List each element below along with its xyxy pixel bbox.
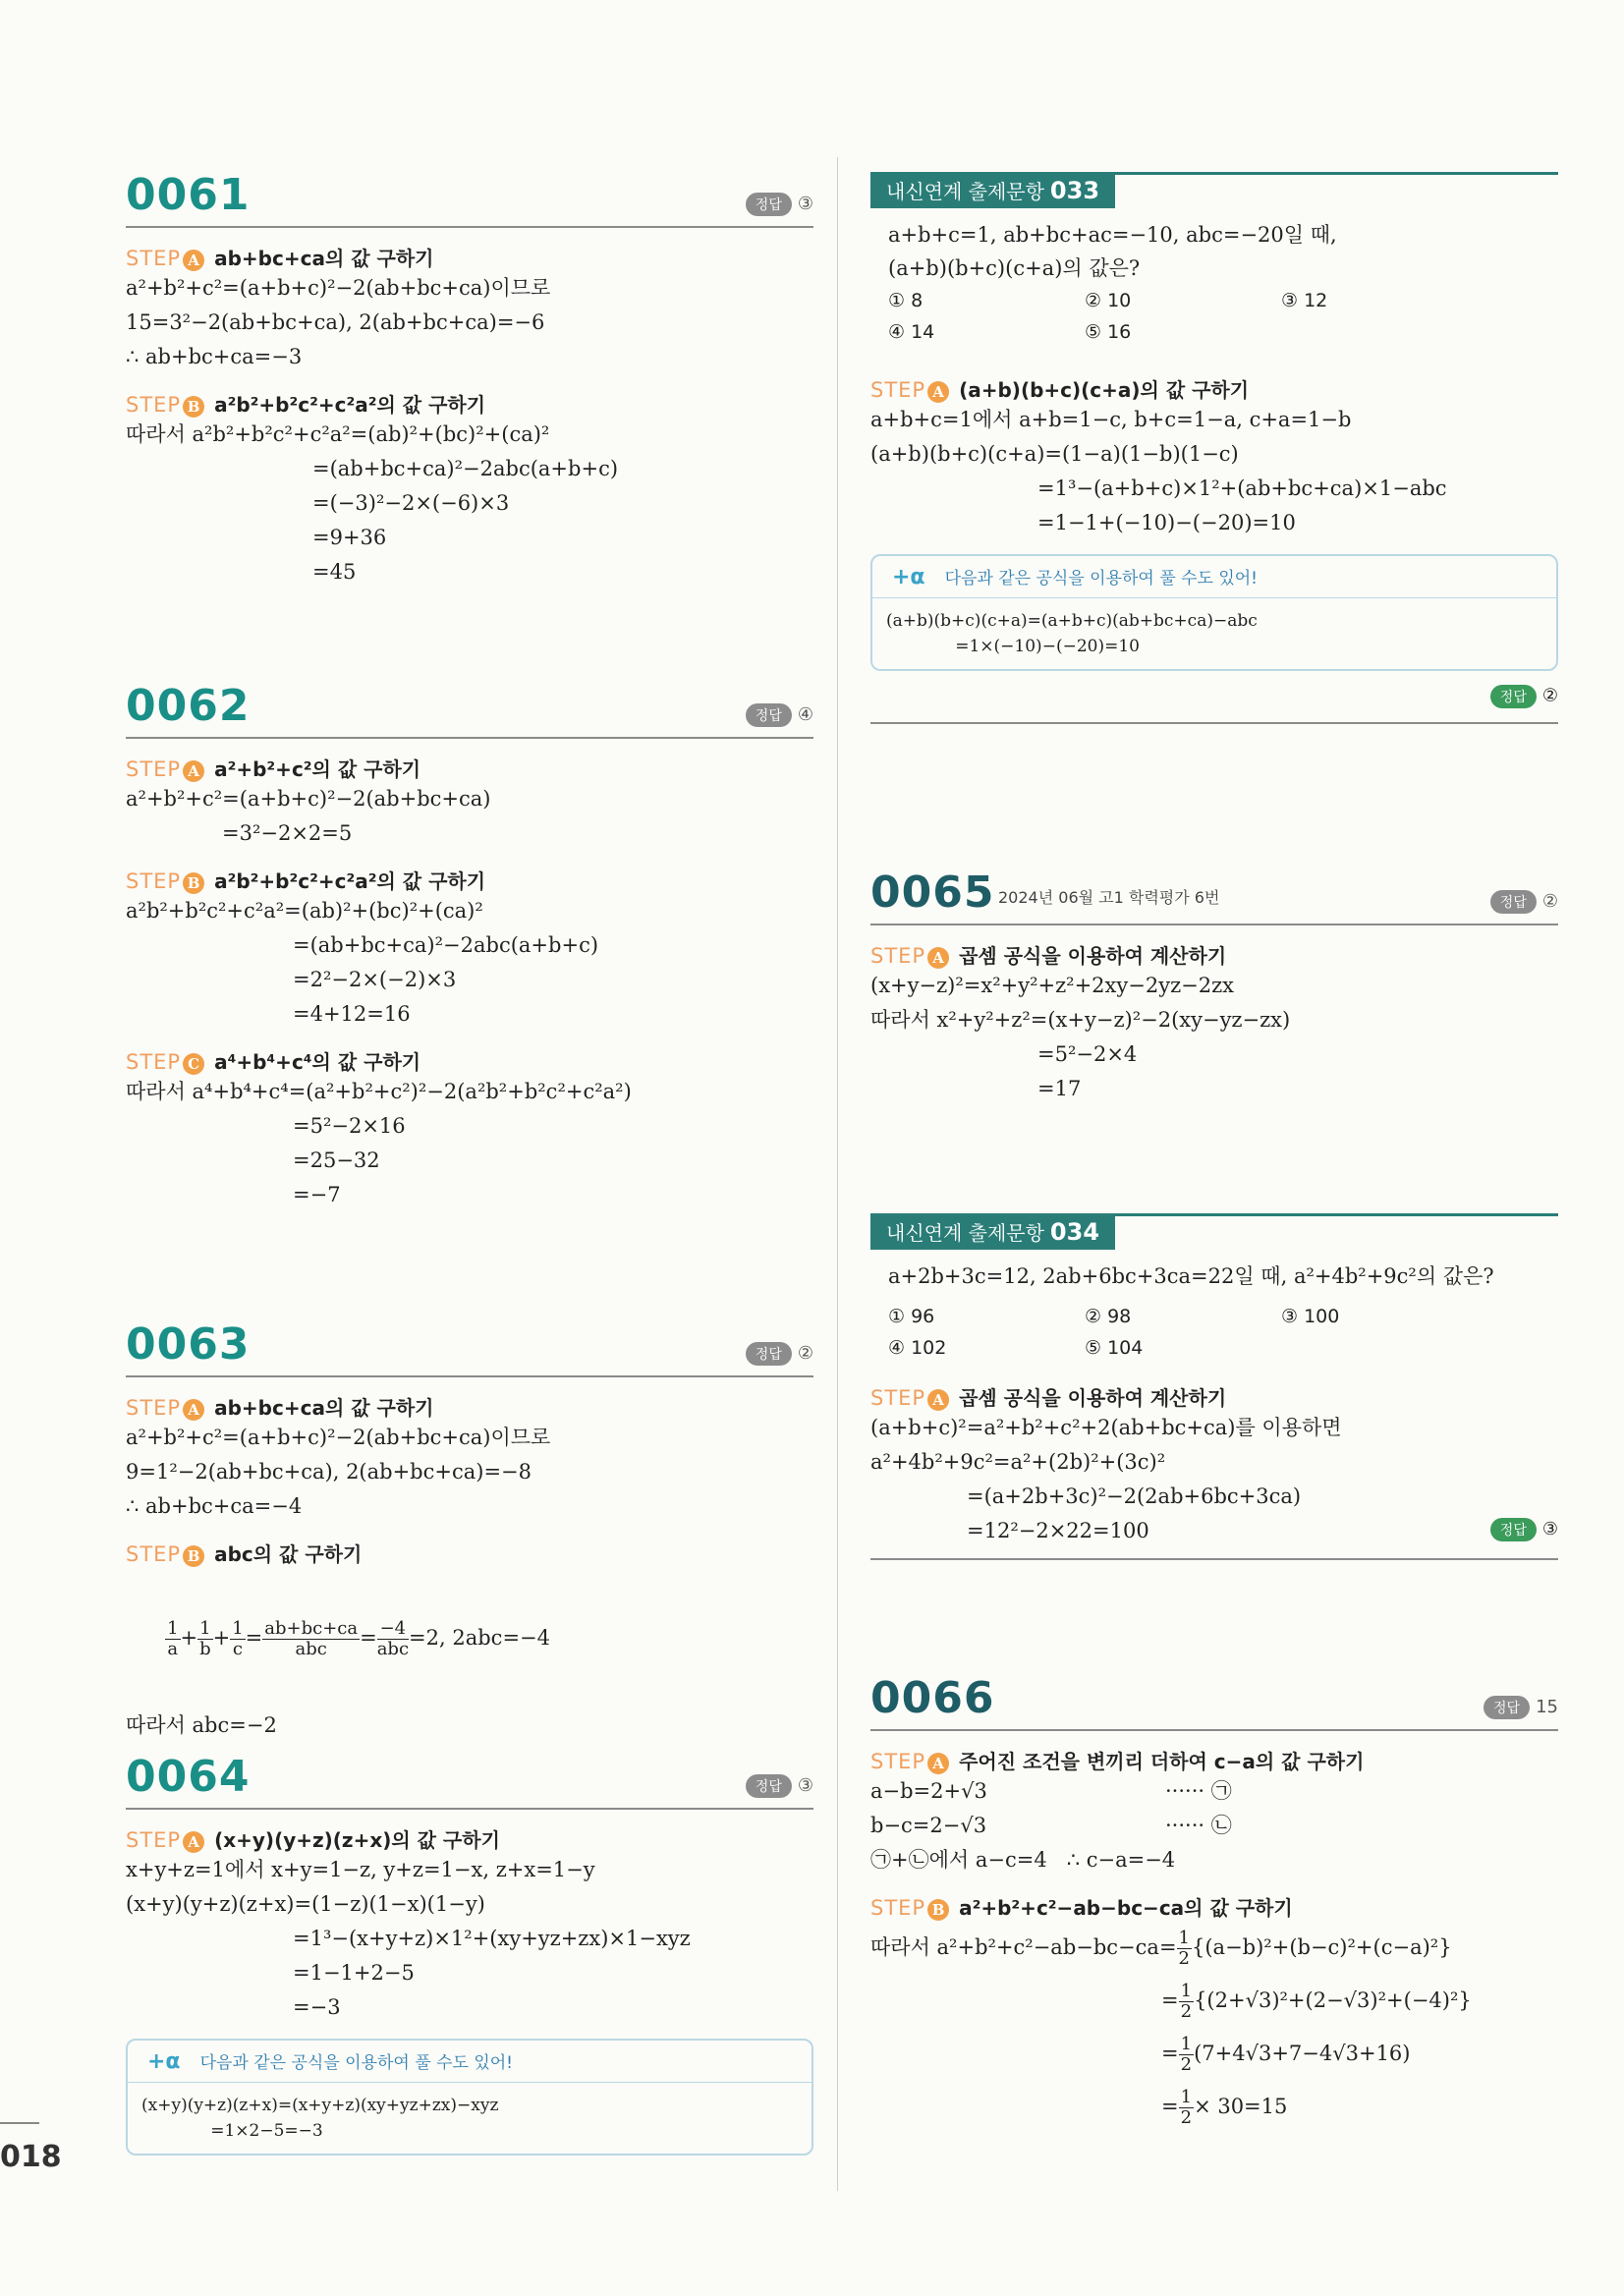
plus-line: =1×(−10)−(−20)=10: [886, 637, 1140, 656]
question-line: a+2b+3c=12, 2ab+6bc+3ca=22일 때, a²+4b²+9c²의 값은?: [888, 1264, 1494, 1288]
plus-alpha-header: [872, 556, 1556, 598]
solution-line: =(a+2b+3c)²−2(2ab+6bc+3ca): [967, 1484, 1302, 1508]
question-text: [870, 208, 1558, 285]
answer-value: ③: [797, 194, 813, 214]
equation: b−c=2−√3: [870, 1814, 987, 1837]
solution-line: a²+4b²+9c²=a²+(2b)²+(3c)²: [870, 1450, 1166, 1474]
problem-number: 0061: [126, 170, 251, 220]
solution-line: a+b+c=1에서 a+b=1−c, b+c=1−a, c+a=1−b: [870, 408, 1352, 431]
step-title: 곱셈 공식을 이용하여 계산하기: [959, 1386, 1227, 1410]
solution-line: =12²−2×22=100: [967, 1519, 1149, 1542]
step-title: a²+b²+c²−ab−bc−ca의 값 구하기: [959, 1896, 1293, 1920]
solution-line: =1−1+2−5: [293, 1961, 415, 1985]
solution-line: (x+y)(y+z)(z+x)=(1−z)(1−x)(1−y): [126, 1892, 485, 1916]
answer-badge: 정답: [1490, 890, 1537, 914]
solution-line: =−3: [293, 1995, 341, 2019]
solution-line: =9+36: [312, 526, 387, 549]
problem-0066: [870, 1660, 1558, 2133]
step-letter: A: [927, 381, 949, 403]
plus-alpha-icon: +α: [147, 2049, 181, 2074]
answer: [1490, 890, 1558, 914]
problem-number: 0066: [870, 1673, 995, 1723]
step-a: [126, 246, 813, 271]
problem-0061: [126, 157, 813, 589]
step-a: [126, 756, 813, 782]
solution-line: [870, 1774, 1558, 1809]
step-title: ab+bc+ca의 값 구하기: [214, 1396, 434, 1420]
solution-line: 따라서 a²b²+b²c²+c²a²=(ab)²+(bc)²+(ca)²: [126, 422, 550, 446]
solution-line: ∴ ab+bc+ca=−4: [126, 1494, 303, 1518]
answer-badge: 정답: [746, 703, 792, 727]
linked-tag-label: 내신연계: [886, 1221, 963, 1245]
choice: ⑤ 104: [1085, 1337, 1144, 1359]
step-title: a²b²+b²c²+c²a²의 값 구하기: [214, 393, 486, 417]
step-tag: STEP: [126, 1828, 182, 1852]
step-tag: STEP: [870, 1896, 926, 1920]
problem-source: 2024년 06월 고1 학력평가 6번: [998, 888, 1220, 907]
solution-line: =5²−2×4: [1037, 1042, 1138, 1066]
answer: [1484, 1696, 1558, 1719]
denominator: 2: [1178, 1948, 1190, 1969]
equation: {(a−b)²+(b−c)²+(c−a)²}: [1192, 1935, 1452, 1959]
question-line: (a+b)(b+c)(c+a)의 값은?: [888, 256, 1141, 280]
linked-number: 033: [1049, 177, 1100, 204]
fraction: [1177, 1929, 1192, 1969]
question-text: [870, 1250, 1558, 1293]
numerator: 1: [199, 1618, 211, 1639]
step-title: (x+y)(y+z)(z+x)의 값 구하기: [214, 1828, 500, 1852]
solution-line: [870, 1921, 1558, 1974]
choice: ④ 14: [888, 321, 935, 343]
step-b: [126, 868, 813, 894]
answer-value: ②: [797, 1343, 813, 1364]
denominator: abc: [376, 1639, 410, 1659]
plus-alpha-header: [128, 2041, 812, 2083]
denominator: a: [167, 1639, 179, 1659]
numerator: ab+bc+ca: [264, 1618, 359, 1639]
numerator: 1: [232, 1618, 244, 1639]
step-letter: A: [927, 1389, 949, 1411]
solution-line: =25−32: [293, 1148, 380, 1172]
solution-line: =1³−(x+y+z)×1²+(xy+yz+zx)×1−xyz: [293, 1927, 691, 1950]
choice: ① 8: [888, 290, 924, 311]
solution-line: = $\frac{1}{2}$ {(2+√3)²+(2−√3)²+(−4)²}: [1161, 1981, 1472, 2022]
step-letter: A: [183, 1831, 204, 1853]
operator: =: [360, 1626, 377, 1650]
answer: [746, 193, 813, 216]
denominator: c: [232, 1639, 243, 1659]
numerator: 1: [1180, 2034, 1193, 2054]
plus-alpha-body: [128, 2083, 812, 2154]
fraction: [377, 1619, 409, 1659]
step-letter: A: [183, 760, 204, 782]
solution-line: =17: [1037, 1077, 1082, 1100]
step-tag: STEP: [126, 1396, 182, 1420]
solution-line: a²+b²+c²=(a+b+c)²−2(ab+bc+ca): [126, 787, 491, 811]
problem-0065: [870, 855, 1558, 1106]
solution-line: 따라서 x²+y²+z²=(x+y−z)²−2(xy−yz−zx): [870, 1008, 1291, 1032]
problem-header: [870, 855, 1558, 925]
equation: a−b=2+√3: [870, 1779, 987, 1803]
question-line: a+b+c=1, ab+bc+ac=−10, abc=−20일 때,: [888, 223, 1337, 247]
problem-0063: [126, 1307, 813, 1743]
answer-value: ②: [1541, 685, 1558, 706]
operator: +: [180, 1626, 198, 1650]
step-title: a²b²+b²c²+c²a²의 값 구하기: [214, 869, 486, 893]
fraction: [1179, 2035, 1194, 2075]
choices: [870, 1301, 1558, 1364]
step-tag: STEP: [126, 1542, 182, 1566]
step-letter: B: [183, 1545, 204, 1567]
answer: [746, 1342, 813, 1366]
problem-header: [126, 157, 813, 228]
answer-badge: 정답: [746, 193, 792, 216]
solution-line: =1³−(a+b+c)×1²+(ab+bc+ca)×1−abc: [1037, 476, 1447, 500]
equation-mark: ······ ㉡: [1165, 1814, 1232, 1837]
choice: ③ 100: [1281, 1306, 1340, 1327]
step-tag: STEP: [870, 944, 926, 968]
fraction: [230, 1619, 245, 1659]
problem-header: [126, 668, 813, 739]
step-a: [126, 1827, 813, 1853]
solution-line: =4+12=16: [293, 1002, 411, 1026]
step-tag: STEP: [126, 869, 182, 893]
solution-line: a²+b²+c²=(a+b+c)²−2(ab+bc+ca)이므로: [126, 276, 551, 300]
answer-value: ③: [1541, 1519, 1558, 1540]
numerator: 1: [167, 1618, 179, 1639]
plus-alpha-icon: +α: [892, 565, 925, 589]
solution-line: =45: [312, 560, 357, 584]
problem-number: 0064: [126, 1752, 251, 1802]
solution-line: =(ab+bc+ca)²−2abc(a+b+c): [312, 457, 619, 480]
step-b: [870, 1895, 1558, 1921]
step-title: 곱셈 공식을 이용하여 계산하기: [959, 944, 1227, 968]
solution-line: 따라서 abc=−2: [126, 1713, 277, 1737]
equation: 따라서 a²+b²+c²−ab−bc−ca=: [870, 1935, 1177, 1959]
choice: ④ 102: [888, 1337, 947, 1359]
solution-line: = $\frac{1}{2}$ × 30=15: [1161, 2087, 1288, 2128]
equation-tail: =2, 2abc=−4: [409, 1626, 550, 1650]
denominator: b: [199, 1639, 211, 1659]
step-title: 주어진 조건을 변끼리 더하여 c−a의 값 구하기: [959, 1750, 1365, 1773]
step-tag: STEP: [126, 247, 182, 270]
solution-line: =−7: [293, 1183, 341, 1206]
linked-tag-sub: 출제문항: [968, 180, 1044, 203]
choice: ⑤ 16: [1085, 321, 1132, 343]
answer-badge: 정답: [1490, 685, 1537, 708]
answer-badge: 정답: [746, 1774, 792, 1798]
choices: [870, 285, 1558, 348]
fraction: [1179, 1982, 1194, 2022]
solution-line: =2²−2×(−2)×3: [293, 968, 457, 991]
linked-number: 034: [1049, 1218, 1100, 1246]
answer-value: ②: [1541, 891, 1558, 912]
step-tag: STEP: [870, 1386, 926, 1410]
plus-alpha-body: [872, 598, 1556, 669]
problem-header: [126, 1739, 813, 1810]
plus-line: (x+y)(y+z)(z+x)=(x+y+z)(xy+yz+zx)−xyz: [141, 2096, 499, 2115]
linked-tag-label: 내신연계: [886, 180, 963, 203]
answer: [746, 1774, 813, 1798]
linked-tag: [870, 1213, 1115, 1250]
solution-line: =1−1+(−10)−(−20)=10: [1037, 511, 1296, 534]
step-tag: STEP: [126, 1050, 182, 1074]
solution-line: =(−3)²−2×(−6)×3: [312, 491, 510, 515]
step-letter: A: [183, 1399, 204, 1421]
solution-line: 9=1²−2(ab+bc+ca), 2(ab+bc+ca)=−8: [126, 1460, 532, 1484]
equation: × 30=15: [1194, 2095, 1288, 2118]
divider: [870, 722, 1558, 724]
plus-alpha-box: [870, 554, 1558, 671]
solution-line: a²b²+b²c²+c²a²=(ab)²+(bc)²+(ca)²: [126, 899, 483, 923]
step-tag: STEP: [870, 1750, 926, 1773]
page-number-bar: [0, 2122, 39, 2124]
numerator: 1: [1180, 2087, 1193, 2107]
linked-tag: [870, 172, 1115, 208]
plus-line: (a+b)(b+c)(c+a)=(a+b+c)(ab+bc+ca)−abc: [886, 611, 1258, 631]
step-tag: STEP: [126, 393, 182, 417]
problem-number: 0063: [126, 1319, 251, 1370]
solution-line: (a+b)(b+c)(c+a)=(1−a)(1−b)(1−c): [870, 442, 1239, 466]
choice: ① 96: [888, 1306, 935, 1327]
step-a: [870, 377, 1558, 403]
column-divider: [837, 157, 838, 2191]
fraction: [262, 1619, 360, 1659]
fraction: [165, 1619, 180, 1659]
equation: (7+4√3+7−4√3+16): [1194, 2042, 1411, 2065]
step-c: [126, 1049, 813, 1075]
step-letter: B: [927, 1899, 949, 1921]
linked-header: [870, 1213, 1558, 1250]
fraction-equation: [126, 1567, 813, 1708]
solution-line: = $\frac{1}{2}$ (7+4√3+7−4√3+16): [1161, 2034, 1411, 2075]
solution-line: [870, 1809, 1558, 1843]
solution-line: =(ab+bc+ca)²−2abc(a+b+c): [293, 933, 599, 957]
answer-value: ④: [797, 704, 813, 725]
answer: [1490, 1518, 1558, 1541]
fraction: [1179, 2088, 1194, 2128]
denominator: 2: [1180, 2107, 1193, 2128]
answer-value: 15: [1536, 1697, 1558, 1717]
solution-line: 따라서 a⁴+b⁴+c⁴=(a²+b²+c²)²−2(a²b²+b²c²+c²a²): [126, 1080, 632, 1103]
step-a: [870, 1749, 1558, 1774]
solution-line: =5²−2×16: [293, 1114, 406, 1138]
choice: ② 98: [1085, 1306, 1132, 1327]
problem-header: [870, 1660, 1558, 1731]
answer-badge: 정답: [746, 1342, 792, 1366]
problem-0064: [126, 1739, 813, 2156]
step-title: abc의 값 구하기: [214, 1542, 363, 1566]
step-letter: B: [183, 396, 204, 418]
step-tag: STEP: [126, 757, 182, 781]
step-a: [126, 1395, 813, 1421]
numerator: −4: [377, 1619, 409, 1640]
solution-line: =3²−2×2=5: [222, 821, 353, 845]
solution-line: x+y+z=1에서 x+y=1−z, y+z=1−x, z+x=1−y: [126, 1858, 595, 1881]
linked-problem-034: [870, 1213, 1558, 1560]
choice: ② 10: [1085, 290, 1132, 311]
numerator: 1: [1180, 1981, 1193, 2001]
plus-line: =1×2−5=−3: [141, 2121, 323, 2141]
step-letter: A: [183, 250, 204, 271]
choice: ③ 12: [1281, 290, 1328, 311]
solution-line: 15=3²−2(ab+bc+ca), 2(ab+bc+ca)=−6: [126, 310, 545, 334]
equation-mark: ······ ㉠: [1165, 1779, 1232, 1803]
divider: [870, 1558, 1558, 1560]
answer: [870, 685, 1558, 722]
linked-tag-sub: 출제문항: [968, 1221, 1044, 1245]
step-b: [126, 392, 813, 418]
fraction: [197, 1619, 212, 1659]
step-b: [126, 1541, 813, 1567]
problem-header: [126, 1307, 813, 1377]
plus-alpha-note: 다음과 같은 공식을 이용하여 풀 수도 있어!: [199, 2053, 513, 2073]
equation: {(2+√3)²+(2−√3)²+(−4)²}: [1194, 1988, 1472, 2012]
solution-line: ㉠+㉡에서 a−c=4 ∴ c−a=−4: [870, 1848, 1176, 1872]
operator: =: [245, 1626, 263, 1650]
step-title: (a+b)(b+c)(c+a)의 값 구하기: [959, 378, 1250, 402]
solution-line: ∴ ab+bc+ca=−3: [126, 345, 303, 368]
step-letter: A: [927, 1753, 949, 1774]
step-title: a²+b²+c²의 값 구하기: [214, 757, 421, 781]
answer: [746, 703, 813, 727]
step-tag: STEP: [870, 378, 926, 402]
solution-line: (a+b+c)²=a²+b²+c²+2(ab+bc+ca)를 이용하면: [870, 1416, 1342, 1439]
operator: +: [212, 1626, 231, 1650]
answer-value: ③: [797, 1775, 813, 1796]
problem-0062: [126, 668, 813, 1212]
page-number: 018: [0, 2140, 62, 2174]
problem-number: 0065: [870, 868, 995, 918]
linked-header: [870, 172, 1558, 208]
step-letter: C: [183, 1053, 204, 1075]
numerator: 1: [1178, 1928, 1190, 1948]
step-a: [870, 1385, 1558, 1411]
plus-alpha-note: 다음과 같은 공식을 이용하여 풀 수도 있어!: [944, 569, 1258, 588]
step-title: a⁴+b⁴+c⁴의 값 구하기: [214, 1050, 421, 1074]
step-letter: A: [927, 947, 949, 969]
denominator: 2: [1180, 2054, 1193, 2075]
answer-badge: 정답: [1490, 1518, 1537, 1541]
step-a: [870, 943, 1558, 969]
step-letter: B: [183, 872, 204, 894]
problem-number: 0062: [126, 681, 251, 731]
step-title: ab+bc+ca의 값 구하기: [214, 247, 434, 270]
last-line-row: [870, 1514, 1558, 1548]
solution-line: a²+b²+c²=(a+b+c)²−2(ab+bc+ca)이므로: [126, 1426, 551, 1449]
plus-alpha-box: [126, 2039, 813, 2156]
denominator: 2: [1180, 2001, 1193, 2022]
answer-badge: 정답: [1484, 1696, 1530, 1719]
solution-line: (x+y−z)²=x²+y²+z²+2xy−2yz−2zx: [870, 974, 1234, 997]
linked-problem-033: [870, 172, 1558, 724]
denominator: abc: [295, 1639, 327, 1659]
